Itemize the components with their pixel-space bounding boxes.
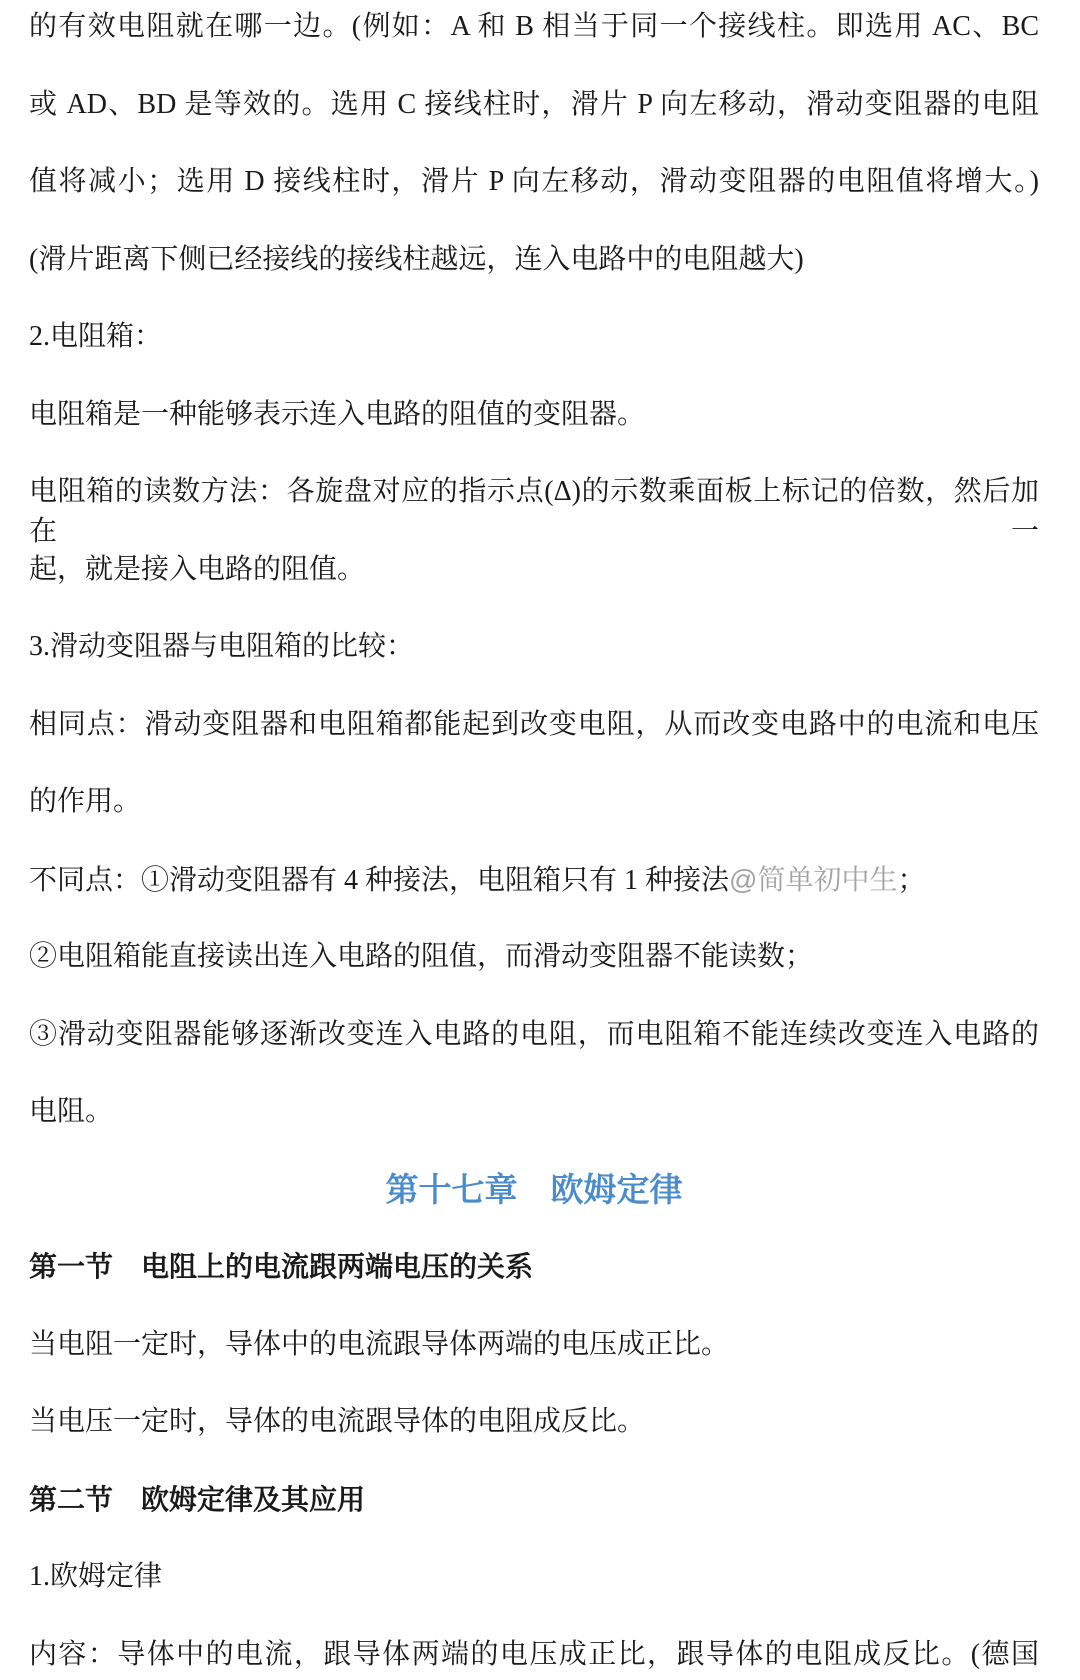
- reading-method-line: 电阻箱的读数方法：各旋盘对应的指示点(Δ)的示数乘面板上标记的倍数，然后加在一: [29, 476, 1039, 547]
- chapter-title: 第十七章 欧姆定律: [385, 1170, 683, 1208]
- paragraph-note: (滑片距离下侧已经接线的接线柱越远，连入电路中的电阻越大): [29, 243, 804, 275]
- difference-3-line: 电阻。: [29, 1096, 114, 1127]
- section-2-subheading: 1.欧姆定律: [29, 1561, 163, 1592]
- difference-3-line: ③滑动变阻器能够逐渐改变连入电路的电阻，而电阻箱不能连续改变连入电路的: [29, 1018, 1039, 1050]
- similarity-line: 的作用。: [29, 786, 142, 817]
- reading-method-line: 起，就是接入电路的阻值。: [29, 553, 366, 585]
- paragraph-line: 值将减小；选用 D 接线柱时，滑片 P 向左移动，滑动变阻器的电阻值将增大。): [29, 166, 1039, 197]
- difference-2-line: ②电阻箱能直接读出连入电路的阻值，而滑动变阻器不能读数；: [29, 941, 814, 972]
- resistance-box-definition: 电阻箱是一种能够表示连入电路的阻值的变阻器。: [29, 398, 646, 430]
- document-body: [29, 7, 1039, 1675]
- section-1-line: 当电压一定时，导体的电流跟导体的电阻成反比。: [29, 1406, 646, 1437]
- paragraph-line: 或 AD、BD 是等效的。选用 C 接线柱时，滑片 P 向左移动，滑动变阻器的电阻: [29, 88, 1039, 120]
- difference-1-end: ；: [897, 864, 926, 896]
- paragraph-line: 的有效电阻就在哪一边。(例如：A 和 B 相当于同一个接线柱。即选用 AC、BC: [29, 11, 1039, 42]
- watermark-text: @简单初中生: [729, 863, 898, 895]
- comparison-heading: 3.滑动变阻器与电阻箱的比较：: [29, 631, 415, 662]
- section-2-title: 第二节 欧姆定律及其应用: [29, 1483, 366, 1515]
- section-1-title: 第一节 电阻上的电流跟两端电压的关系: [29, 1251, 534, 1282]
- section-2-content: 内容：导体中的电流，跟导体两端的电压成正比，跟导体的电阻成反比。(德国: [29, 1638, 1039, 1670]
- difference-1-line: [29, 860, 1039, 900]
- difference-1-text: 不同点：①滑动变阻器有 4 种接法，电阻箱只有 1 种接法: [29, 864, 730, 896]
- resistance-box-heading: 2.电阻箱：: [29, 321, 163, 352]
- section-1-line: 当电阻一定时，导体中的电流跟导体两端的电压成正比。: [29, 1328, 730, 1360]
- similarity-line: 相同点：滑动变阻器和电阻箱都能起到改变电阻，从而改变电路中的电流和电压: [29, 708, 1039, 740]
